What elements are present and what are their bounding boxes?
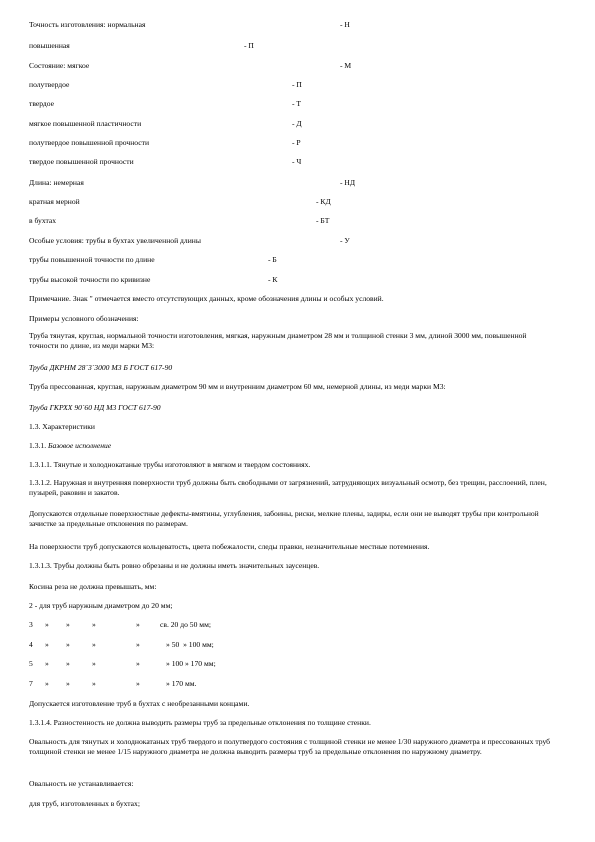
ditto-mark: »	[136, 640, 140, 649]
paragraph-ends: Допускается изготовление труб в бухтах с необрезанными концами.	[29, 699, 250, 708]
ditto-mark: »	[92, 659, 96, 668]
section-title: Базовое исполнение	[47, 441, 112, 450]
kosina-value: 5	[29, 659, 33, 668]
option-row	[0, 119, 595, 128]
paragraph-kosina: Косина реза не должна превышать, мм:	[29, 582, 157, 591]
option-code: - К	[268, 275, 278, 284]
example2-designation: Труба ГКРХХ 90´60 НД М3 ГОСТ 617-90	[29, 403, 161, 412]
option-code: - М	[340, 61, 352, 70]
option-label: твердое повышенной прочности	[29, 157, 134, 166]
paragraph-ovality-coils: для труб, изготовленных в бухтах;	[29, 799, 140, 808]
ditto-mark: »	[136, 679, 140, 688]
paragraph-defects: Допускаются отдельные поверхностные дефекты-вмятины, углубления, забоины, риски, мелкие плены, задиры, если они не выводят трубы при контрольной зачистке за предельные отклонения по размерам.	[29, 509, 539, 528]
ditto-mark: »	[66, 679, 70, 688]
ditto-mark: »	[66, 620, 70, 629]
paragraph-1-3-1-4: 1.3.1.4. Разностенность не должна выводить размеры труб за предельные отклонения по толщине стенки.	[29, 718, 371, 727]
section-number: 1.3.1.	[29, 441, 48, 450]
option-label: твердое	[29, 99, 55, 108]
kosina-row	[0, 640, 595, 649]
kosina-first-row: 2 - для труб наружным диаметром до 20 мм;	[29, 601, 173, 610]
ditto-mark: »	[92, 620, 96, 629]
option-row	[0, 275, 595, 284]
kosina-row	[0, 620, 595, 629]
option-label: трубы высокой точности по кривизне	[29, 275, 151, 284]
kosina-value: 3	[29, 620, 33, 629]
kosina-value: 7	[29, 679, 33, 688]
option-row	[0, 80, 595, 89]
option-row	[0, 41, 595, 50]
option-code: - НД	[340, 178, 356, 187]
option-code: - П	[292, 80, 302, 89]
option-label: трубы повышенной точности по длине	[29, 255, 155, 264]
option-label: мягкое повышенной пластичности	[29, 119, 142, 128]
ditto-mark: »	[66, 640, 70, 649]
option-label: полутвердое повышенной прочности	[29, 138, 150, 147]
option-row	[0, 99, 595, 108]
paragraph-1-3-1-1: 1.3.1.1. Тянутые и холоднокатаные трубы изготовляют в мягком и твердом состояниях.	[29, 460, 311, 469]
example2-text: Труба прессованная, круглая, наружным диаметром 90 мм и внутренним диаметром 60 мм, немерной длины, из меди марки М3:	[29, 382, 446, 391]
note-paragraph: Примечание. Знак " отмечается вместо отсутствующих данных, кроме обозначения длины и особых условий.	[29, 294, 384, 303]
kosina-range: » 100 » 170 мм;	[166, 659, 216, 668]
option-row	[0, 157, 595, 166]
option-row	[0, 236, 595, 245]
option-label: в бухтах	[29, 216, 57, 225]
option-label: Точность изготовления: нормальная	[29, 20, 146, 29]
section-heading-1-3: 1.3. Характеристики	[29, 422, 95, 431]
option-code: - П	[244, 41, 254, 50]
ditto-mark: »	[45, 659, 49, 668]
ditto-mark: »	[92, 679, 96, 688]
ditto-mark: »	[45, 679, 49, 688]
ditto-mark: »	[45, 620, 49, 629]
option-code: - У	[340, 236, 350, 245]
option-row	[0, 20, 595, 29]
option-row	[0, 216, 595, 225]
ditto-mark: »	[136, 659, 140, 668]
option-code: - КД	[316, 197, 331, 206]
option-code: - Б	[268, 255, 277, 264]
kosina-row	[0, 659, 595, 668]
paragraph-colors: На поверхности труб допускаются кольцеватость, цвета побежалости, следы правки, незначительные местные потемнения.	[29, 542, 430, 551]
ditto-mark: »	[136, 620, 140, 629]
option-row	[0, 61, 595, 70]
paragraph-1-3-1-3: 1.3.1.3. Трубы должны быть ровно обрезаны и не должны иметь значительных заусенцев.	[29, 561, 320, 570]
example1-designation: Труба ДКРНМ 28´3´3000 М3 Б ГОСТ 617-90	[29, 363, 173, 372]
option-row	[0, 197, 595, 206]
option-label: Состояние: мягкое	[29, 61, 90, 70]
kosina-row	[0, 679, 595, 688]
option-row	[0, 255, 595, 264]
ditto-mark: »	[45, 640, 49, 649]
option-code: - Р	[292, 138, 301, 147]
option-code: - Т	[292, 99, 302, 108]
kosina-value: 4	[29, 640, 33, 649]
ditto-mark: »	[92, 640, 96, 649]
section-heading-1-3-1	[29, 441, 111, 450]
option-label: Длина: немерная	[29, 178, 84, 187]
example-heading: Примеры условного обозначения:	[29, 314, 139, 323]
example1-text: Труба тянутая, круглая, нормальной точности изготовления, мягкая, наружным диаметром 28 мм и толщиной стенки 3 мм, длиной 3000 мм, повышенной точности по длине, из меди марки М3:	[29, 331, 527, 350]
option-code: - Ч	[292, 157, 302, 166]
paragraph-ovality: Овальность для тянутых и холоднокатаных труб твердого и полутвердого состояния с толщиной стенки не менее 1/30 наружного диаметра и прессованных труб толщиной стенки не менее 1/15 наружного диаметра не должна выводить размеры труб за предельные отклонения по наружному диаметру.	[29, 737, 551, 756]
option-code: - Н	[340, 20, 350, 29]
paragraph-1-3-1-2: 1.3.1.2. Наружная и внутренняя поверхности труб должны быть свободными от загрязнений, затрудняющих визуальный осмотр, без трещин, расслоений, плен, пузырей, раковин и закатов.	[29, 478, 547, 497]
option-code: - Д	[292, 119, 302, 128]
option-row	[0, 138, 595, 147]
kosina-range: св. 20 до 50 мм;	[160, 620, 212, 629]
kosina-range: » 170 мм.	[166, 679, 197, 688]
option-label: Особые условия: трубы в бухтах увеличенной длины	[29, 236, 201, 245]
option-code: - БТ	[316, 216, 330, 225]
option-label: кратная мерной	[29, 197, 80, 206]
kosina-range: » 50 » 100 мм;	[166, 640, 214, 649]
option-label: повышенная	[29, 41, 70, 50]
option-label: полутвердое	[29, 80, 70, 89]
paragraph-ovality-not: Овальность не устанавливается:	[29, 779, 134, 788]
option-row	[0, 178, 595, 187]
ditto-mark: »	[66, 659, 70, 668]
